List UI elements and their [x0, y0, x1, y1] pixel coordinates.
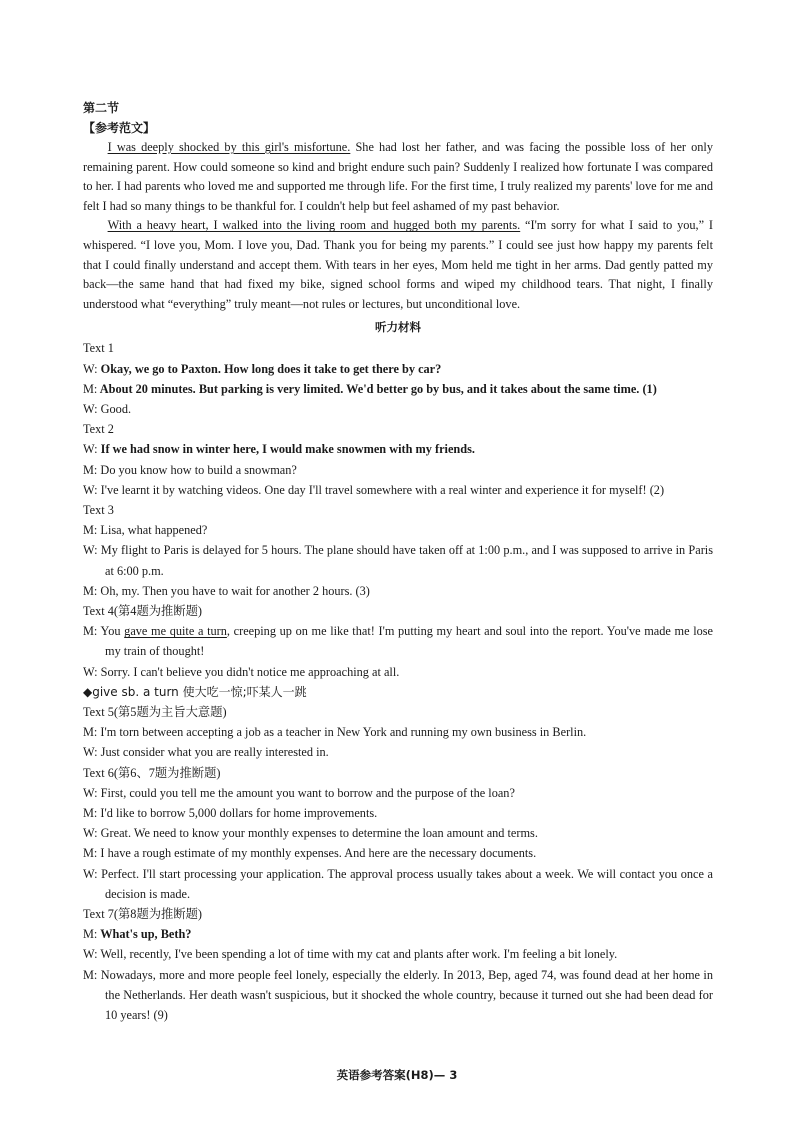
text-1-line-1: W: Okay, we go to Paxton. How long does it take to get there by car? [83, 361, 442, 376]
section-title: 第二节 [83, 101, 120, 115]
text-4-label: Text 4(第4题为推断题) [83, 603, 203, 618]
text-4-line-2: W: Sorry. I can't believe you didn't notice me approaching at all. [83, 664, 400, 679]
text-1-line-3: W: Good. [83, 401, 132, 416]
text-7-line-3: M: Nowadays, more and more people feel lonely, especially the elderly. In 2013, Bep, aged 74, was found dead at her home in the Netherlands. Her death wasn't suspicious, but it shocked the whole country, because it turned out she had been dead for 10 years! (9) [83, 967, 713, 1023]
text-2-label: Text 2 [83, 422, 114, 437]
text-1-label: Text 1 [83, 341, 114, 356]
listening-title: 听力材料 [375, 320, 421, 335]
text-6-line-3: W: Great. We need to know your monthly expenses to determine the loan amount and terms. [83, 826, 538, 841]
text-3-line-1: M: Lisa, what happened? [83, 523, 208, 538]
page-footer: 英语参考答案(H8)— 3 [336, 1068, 458, 1082]
text-2-line-3: W: I've learnt it by watching videos. One day I'll travel somewhere with a real winter and experience it for myself! (2) [83, 482, 665, 497]
text-4-line-1: M: You gave me quite a turn, creeping up on me like that! I'm putting my heart and soul into the report. You've made me lose my train of thought! [83, 624, 714, 659]
text-6-line-2: M: I'd like to borrow 5,000 dollars for home improvements. [83, 806, 378, 821]
essay-p1-text: She had lost her father, and was facing the possible loss of her only remaining parent. How could someone so kind and bright endure such pain? Suddenly I realized how fortunate I was compared to her. I had parents who loved me and supported me through life. For the first time, I truly realized my parents' love for me and felt I had so many things to be thankful for. I couldn't help but feel ashamed of my past behavior. [83, 140, 713, 213]
essay-p2-underlined: With a heavy heart, I walked into the living room and hugged both my parents. [107, 218, 521, 233]
text-6-line-5: W: Perfect. I'll start processing your application. The approval process usually takes about a week. We will contact you once a decision is made. [83, 866, 713, 901]
sample-essay-label: 【参考范文】 [83, 121, 156, 135]
text-5-line-1: M: I'm torn between accepting a job as a teacher in New York and running my own business in Berlin. [83, 725, 587, 740]
essay-paragraph-1 [83, 138, 713, 216]
text-3-line-3: M: Oh, my. Then you have to wait for another 2 hours. (3) [83, 583, 370, 598]
essay-p1-underlined: I was deeply shocked by this girl's misfortune. [107, 140, 351, 154]
idiom-underlined: gave me quite a turn [124, 624, 227, 639]
text-1-line-2: M: About 20 minutes. But parking is very limited. We'd better go by bus, and it takes about the same time. (1) [83, 381, 657, 396]
text-6-line-4: M: I have a rough estimate of my monthly expenses. And here are the necessary documents. [83, 846, 537, 861]
text-3-line-2: W: My flight to Paris is delayed for 5 hours. The plane should have taken off at 1:00 p.m., and I was supposed to arrive in Paris at 6:00 p.m. [83, 543, 713, 578]
text-2-line-2: M: Do you know how to build a snowman? [83, 462, 297, 477]
text-3-label: Text 3 [83, 502, 114, 517]
text-6-line-1: W: First, could you tell me the amount you want to borrow and the purpose of the loan? [83, 785, 515, 800]
sample-essay [83, 138, 713, 314]
text-7-label: Text 7(第8题为推断题) [83, 907, 203, 922]
text-6-label: Text 6(第6、7题为推断题) [83, 765, 221, 780]
text-7-line-1: M: What's up, Beth? [83, 927, 192, 942]
page-content [83, 98, 713, 1025]
text-2-line-1: W: If we had snow in winter here, I would make snowmen with my friends. [83, 442, 475, 457]
text-7-line-2: W: Well, recently, I've been spending a lot of time with my cat and plants after work. I'm feeling a bit lonely. [83, 947, 618, 962]
essay-p2-text: “I'm sorry for what I said to you,” I whispered. “I love you, Mom. I love you, Dad. Thank you for being my parents.” I could see just how happy my parents felt that I could finally understand and accept them. With tears in her eyes, Mom held me tight in her arms. Dad gently patted my back—the same hand that had fixed my bike, signed school forms and wiped my childhood tears. That night, I finally understood what “everything” truly meant—not rules or lectures, but unconditional love. [83, 218, 713, 311]
text-5-line-2: W: Just consider what you are really interested in. [83, 745, 329, 760]
text-5-label: Text 5(第5题为主旨大意题) [83, 705, 227, 719]
idiom-note: ◆give sb. a turn 使大吃一惊;吓某人一跳 [83, 684, 307, 699]
essay-paragraph-2 [83, 216, 713, 314]
